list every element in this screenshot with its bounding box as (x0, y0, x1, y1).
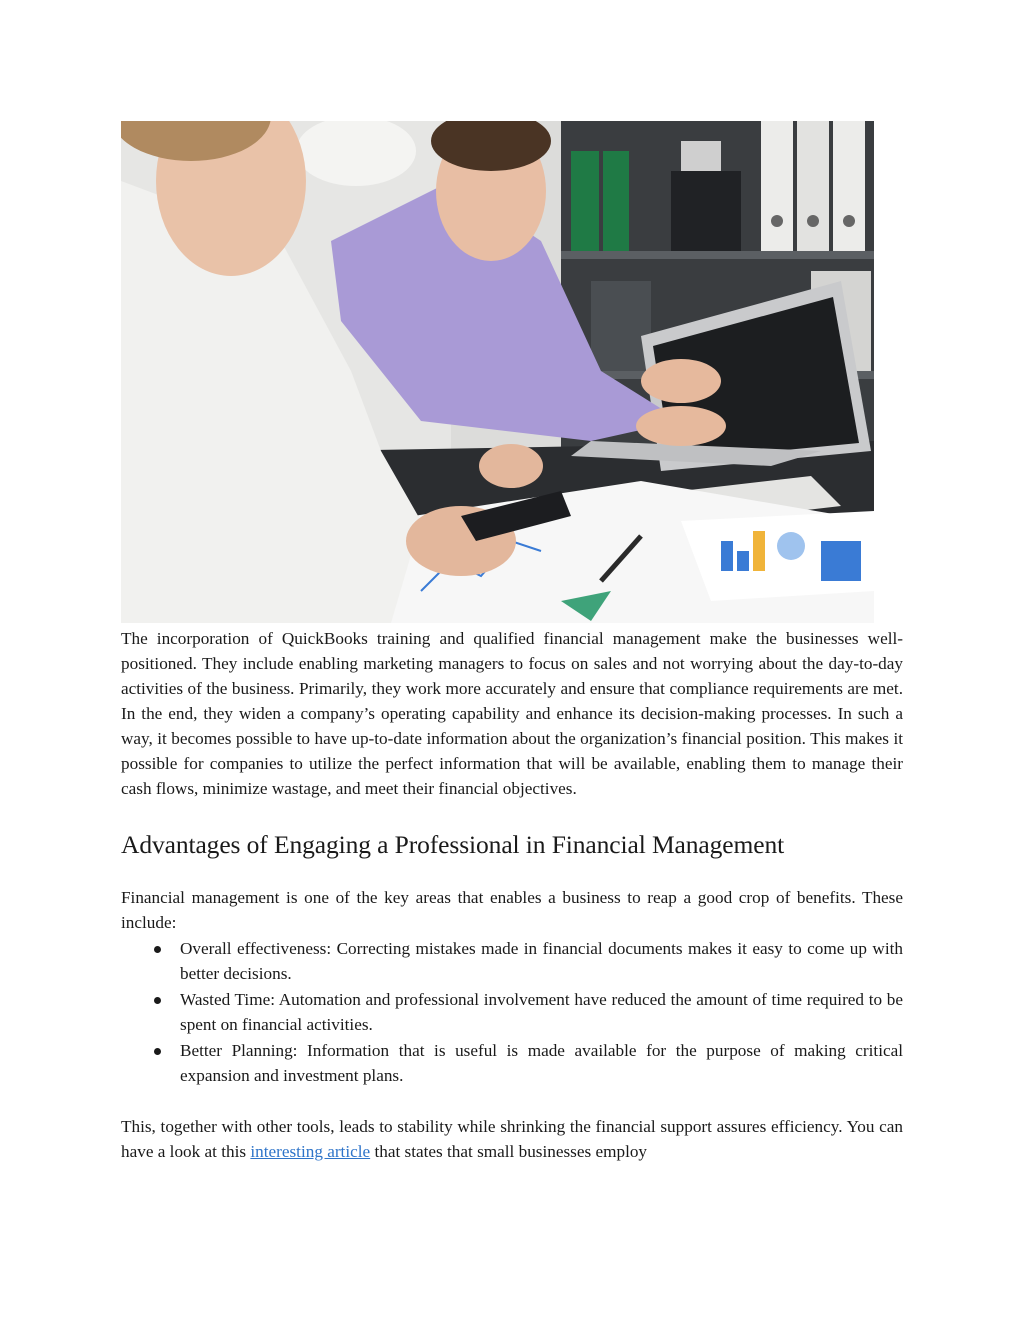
list-item-text: Better Planning: Information that is useful is made available for the purpose of making critical expansion and investment plans. (180, 1041, 903, 1085)
list-item (121, 936, 903, 986)
bullet-icon (154, 1048, 161, 1055)
bullet-icon (154, 946, 161, 953)
closing-text-before: This, together with other tools, leads to stability while shrinking the financial support assures efficiency. You can have a look at this (121, 1117, 903, 1161)
paragraph-quickbooks: The incorporation of QuickBooks training and qualified financial management make the businesses well-positioned. They include enabling marketing managers to focus on sales and not worrying about the day-to-day activities of the business. Primarily, they work more accurately and ensure that compliance requirements are met. In the end, they widen a company’s operating capability and enhance its decision-making processes. In such a way, it becomes possible to have up-to-date information about the organization’s financial position. This makes it possible for companies to utilize the perfect information that will be available, enabling them to manage their cash flows, minimize wastage, and meet their financial objectives. (121, 629, 903, 798)
list-item (121, 987, 903, 1037)
benefits-list (121, 936, 903, 1088)
section-heading: Advantages of Engaging a Professional in Financial Management (121, 830, 785, 859)
list-item-text: Overall effectiveness: Correcting mistakes made in financial documents makes it easy to come up with better decisions. (180, 939, 903, 983)
bullet-icon (154, 997, 161, 1004)
paragraph-closing (121, 1114, 903, 1164)
photo-illustration (121, 121, 874, 623)
interesting-article-link[interactable]: interesting article (250, 1142, 371, 1161)
list-item (121, 1038, 903, 1088)
closing-text-after: that states that small businesses employ (370, 1142, 648, 1161)
list-item-text: Wasted Time: Automation and professional involvement have reduced the amount of time required to be spent on financial activities. (180, 990, 903, 1034)
document-page (121, 121, 903, 1164)
paragraph-intro: Financial management is one of the key areas that enables a business to reap a good crop of benefits. These include: (121, 888, 903, 932)
office-photo (121, 121, 874, 623)
